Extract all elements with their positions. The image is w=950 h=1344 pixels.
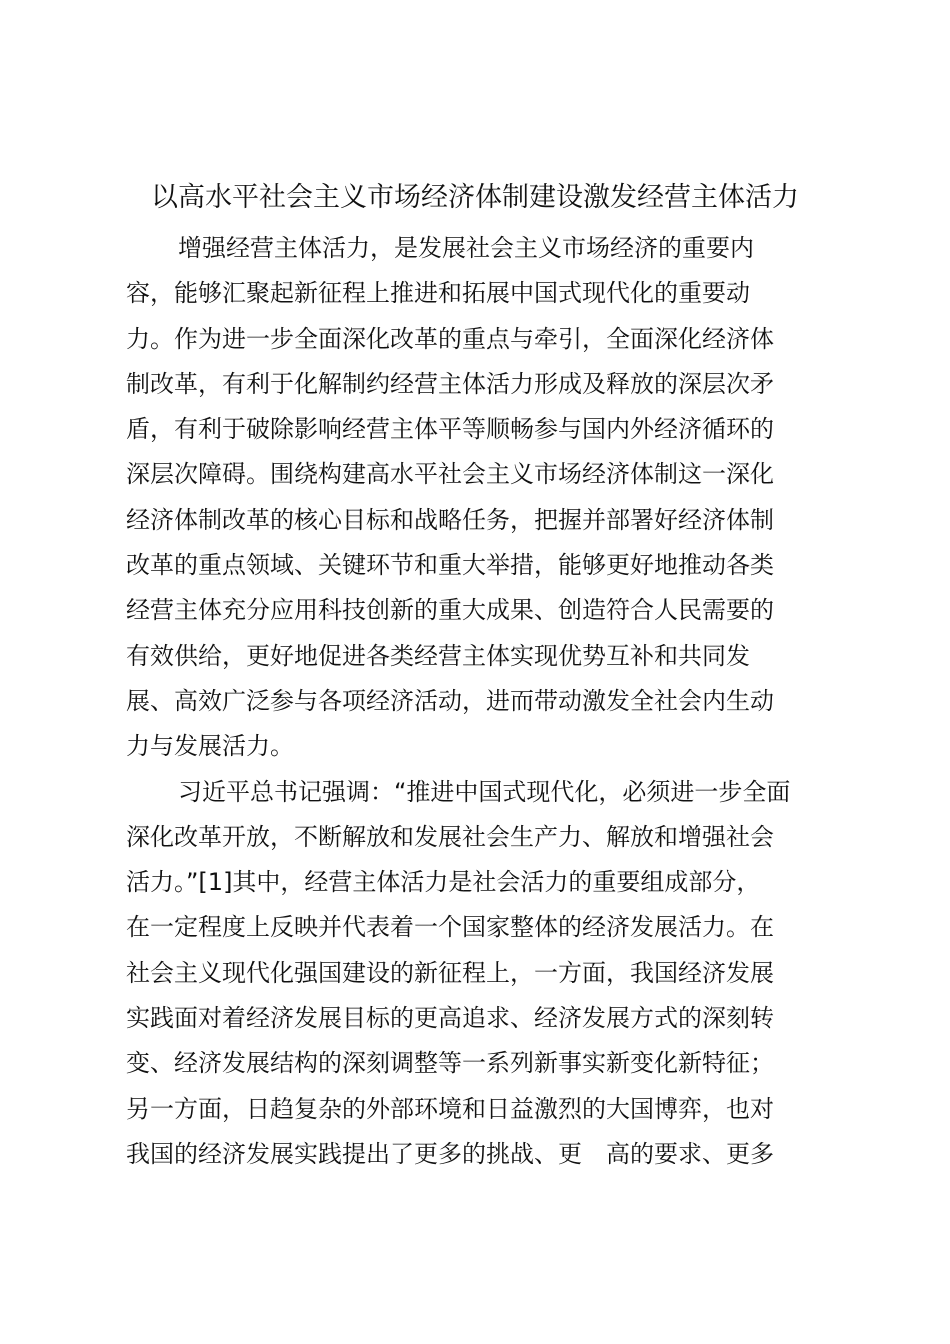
text-line: 在一定程度上反映并代表着一个国家整体的经济发展活力。在	[126, 913, 774, 942]
text-line: 经营主体充分应用科技创新的重大成果、创造符合人民需要的	[126, 596, 774, 625]
text-line: 实践面对着经济发展目标的更高追求、经济发展方式的深刻转	[126, 1004, 774, 1033]
text-line: 活力。”[1]其中，经营主体活力是社会活力的重要组成部分，	[126, 868, 761, 897]
text-line: 容，能够汇聚起新征程上推进和拓展中国式现代化的重要动	[126, 279, 750, 308]
text-line: 改革的重点领域、关键环节和重大举措，能够更好地推动各类	[126, 551, 774, 580]
text-line: 有效供给，更好地促进各类经营主体实现优势互补和共同发	[126, 641, 750, 670]
text-line: 经济体制改革的核心目标和战略任务，把握并部署好经济体制	[126, 505, 774, 534]
text-line: 习近平总书记强调：“推进中国式现代化，必须进一步全面	[178, 777, 791, 806]
text-line: 深化改革开放，不断解放和发展社会生产力、解放和增强社会	[126, 822, 774, 851]
text-line: 力与发展活力。	[126, 732, 294, 761]
text-line: 变、经济发展结构的深刻调整等一系列新事实新变化新特征；	[126, 1049, 774, 1078]
text-line: 另一方面，日趋复杂的外部环境和日益激烈的大国博弈，也对	[126, 1094, 774, 1123]
text-line: 社会主义现代化强国建设的新征程上，一方面，我国经济发展	[126, 958, 774, 987]
text-line: 深层次障碍。围绕构建高水平社会主义市场经济体制这一深化	[126, 460, 774, 489]
text-line: 我国的经济发展实践提出了更多的挑战、更 高的要求、更多	[126, 1139, 774, 1168]
text-line: 增强经营主体活力，是发展社会主义市场经济的重要内	[178, 234, 754, 262]
text-line: 展、高效广泛参与各项经济活动，进而带动激发全社会内生动	[126, 686, 774, 715]
paragraph-1	[126, 226, 826, 770]
text-line: 制改革，有利于化解制约经营主体活力形成及释放的深层次矛	[126, 369, 774, 398]
document-body	[126, 226, 826, 1177]
text-line: 盾，有利于破除影响经营主体平等顺畅参与国内外经济循环的	[126, 415, 774, 444]
text-line: 力。作为进一步全面深化改革的重点与牵引，全面深化经济体	[126, 324, 774, 353]
document-title: 以高水平社会主义市场经济体制建设激发经营主体活力	[151, 182, 799, 213]
paragraph-2	[126, 770, 826, 1178]
